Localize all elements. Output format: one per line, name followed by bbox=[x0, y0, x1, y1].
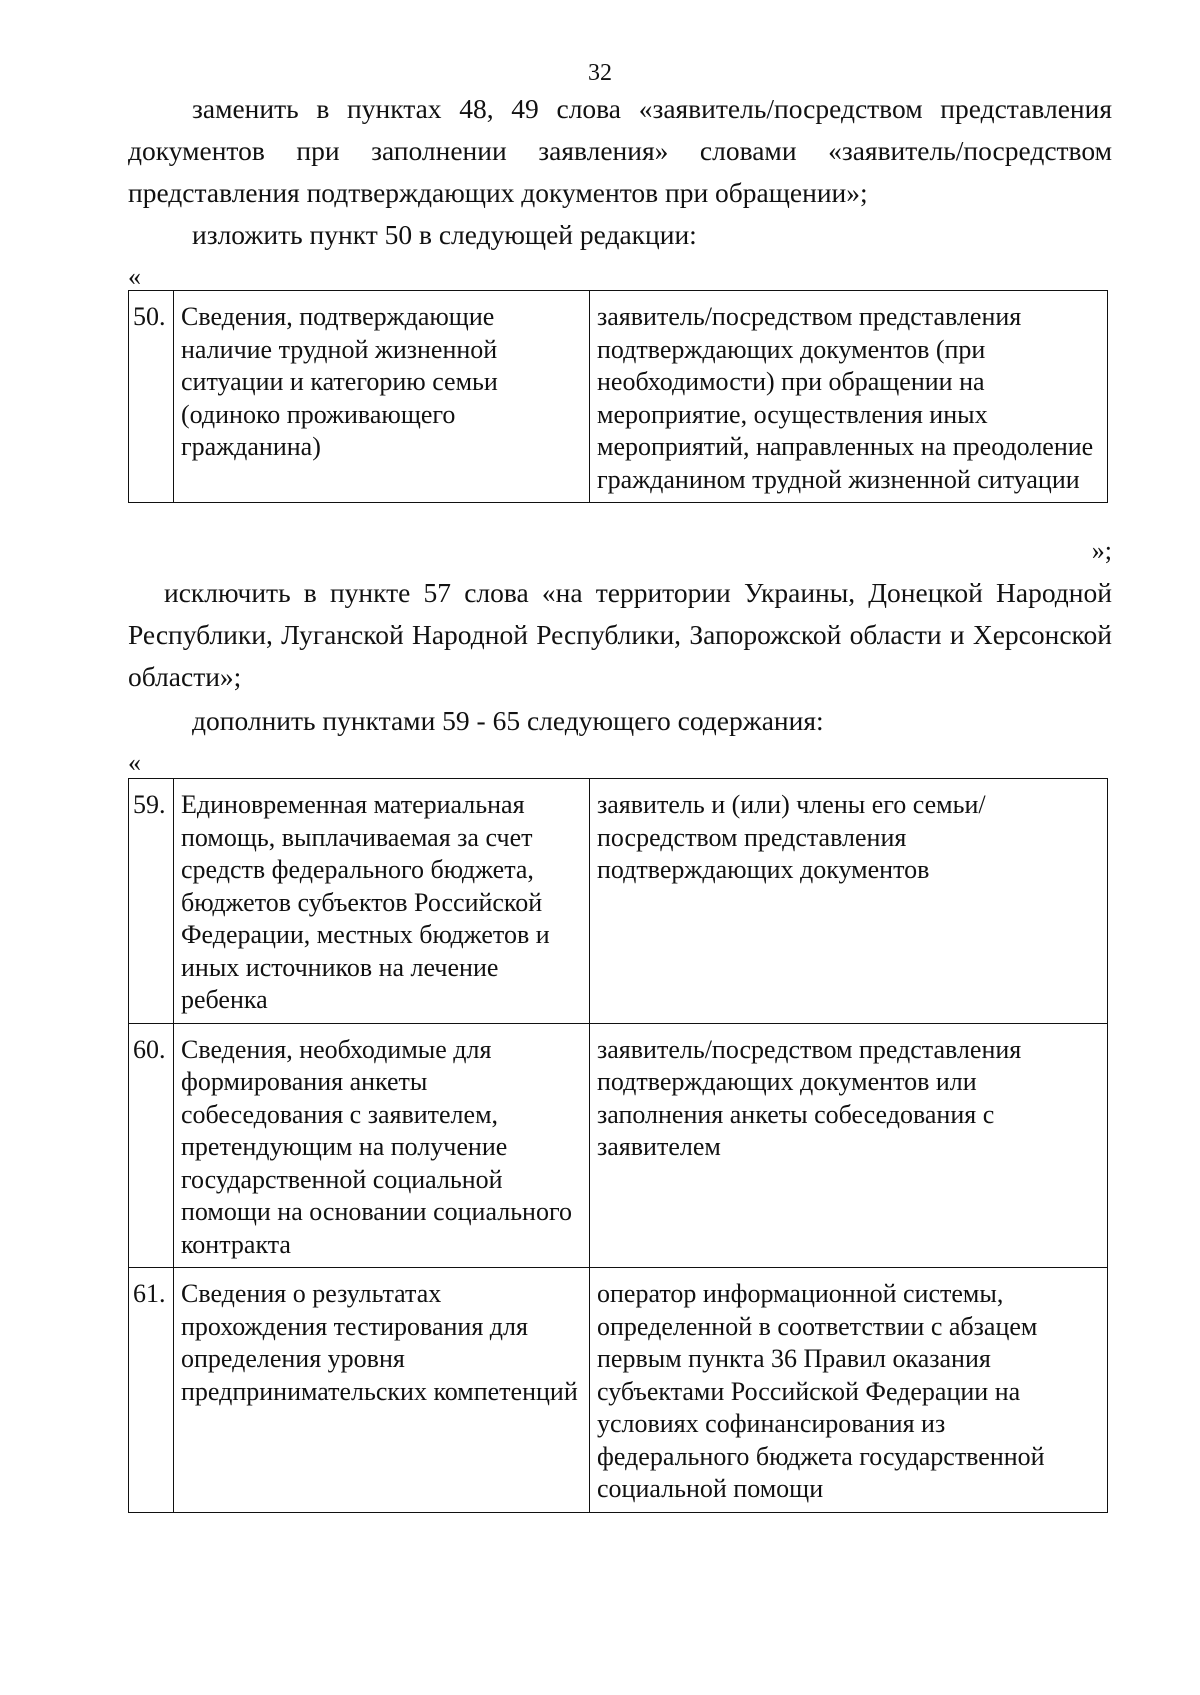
row-number: 60. bbox=[129, 1023, 174, 1268]
opening-quote: « bbox=[128, 748, 141, 777]
paragraph-exclude-57: исключить в пункте 57 слова «на территории Украины, Донецкой Народной Республики, Луганской Народной Республики, Запорожской области и Херсонской области»; bbox=[128, 577, 1112, 692]
info-cell: Сведения, подтверждающие наличие трудной жизненной ситуации и категорию семьи (одиноко проживающего гражданина) bbox=[174, 291, 590, 503]
opening-quote: « bbox=[128, 262, 141, 291]
info-cell: Единовременная материальная помощь, выплачиваемая за счет средств федерального бюджета, бюджетов субъектов Российской Федерации, местных бюджетов и иных источников на лечение ребенка bbox=[174, 779, 590, 1024]
row-number: 50. bbox=[129, 291, 174, 503]
row-number: 59. bbox=[129, 779, 174, 1024]
table-items-59-61 bbox=[128, 778, 1108, 1513]
table-item-50 bbox=[128, 290, 1108, 503]
source-cell: заявитель/посредством представления подтверждающих документов или заполнения анкеты собеседования с заявителем bbox=[590, 1023, 1108, 1268]
table-row bbox=[129, 1023, 1108, 1268]
info-cell: Сведения, необходимые для формирования анкеты собеседования с заявителем, претендующим на получение государственной социальной помощи на основании социального контракта bbox=[174, 1023, 590, 1268]
table-row bbox=[129, 779, 1108, 1024]
table-row bbox=[129, 291, 1108, 503]
closing-quote: »; bbox=[1091, 536, 1112, 565]
info-cell: Сведения о результатах прохождения тестирования для определения уровня предпринимательских компетенций bbox=[174, 1268, 590, 1513]
row-number: 61. bbox=[129, 1268, 174, 1513]
paragraph-item-50-intro: изложить пункт 50 в следующей редакции: bbox=[192, 219, 697, 250]
source-cell: заявитель и (или) члены его семьи/посредством представления подтверждающих документов bbox=[590, 779, 1108, 1024]
source-cell: оператор информационной системы, определенной в соответствии с абзацем первым пункта 36 Правил оказания субъектами Российской Федерации на условиях софинансирования из федерального бюджета государственной социальной помощи bbox=[590, 1268, 1108, 1513]
paragraph-replace-48-49: заменить в пунктах 48, 49 слова «заявитель/посредством представления документов при заполнении заявления» словами «заявитель/посредством представления подтверждающих документов при обращении»; bbox=[128, 93, 1112, 208]
paragraph-items-59-65-intro: дополнить пунктами 59 - 65 следующего содержания: bbox=[192, 705, 824, 736]
table-row bbox=[129, 1268, 1108, 1513]
source-cell: заявитель/посредством представления подтверждающих документов (при необходимости) при обращении на мероприятие, осуществления иных мероприятий, направленных на преодоление гражданином трудной жизненной ситуации bbox=[590, 291, 1108, 503]
page-number: 32 bbox=[588, 60, 612, 86]
